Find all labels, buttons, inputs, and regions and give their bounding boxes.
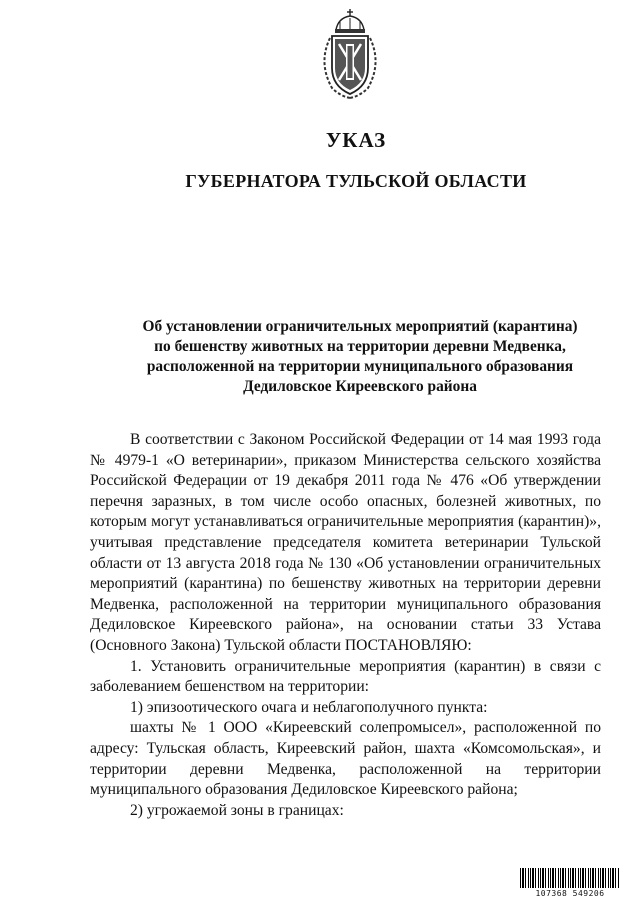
document-type-title: УКАЗ [325,128,387,152]
document-barcode [520,868,620,898]
barcode-number: 107368 549206 [535,889,605,898]
subject-line: Об установлении ограничительных мероприятий (карантина) [142,318,578,335]
clause-1-1-text: шахты № 1 ООО «Киреевский солепромысел», расположенной по адресу: Тульская область, Киреевский район, шахта «Комсомольская», и территории деревни Медвенка, расположенной на территории муниципального образования Дедиловское Киреевского района; [90,719,601,799]
subject-line: расположенной на территории муниципального образования [146,358,574,375]
preamble-paragraph: В соответствии с Законом Российской Федерации от 14 мая 1993 года № 4979-1 «О ветеринарии», приказом Министерства сельского хозяйства Российской Федерации от 19 декабря 2011 года № 476 «Об утверждении перечня заразных, в том числе особо опасных, болезней животных, по которым могут устанавливаться ограничительные мероприятия (карантин)», учитывая представление председателя комитета ветеринарии Тульской области от 13 августа 2018 года № 130 «Об установлении ограничительных мероприятий (карантина) по бешенству животных на территории деревни Медвенка, расположенной на территории муниципального образования Дедиловское Киреевского района», на основании статьи 33 Устава (Основного Закона) Тульской области ПОСТАНОВЛЯЮ: [90,431,601,654]
clause-1-1: 1) эпизоотического очага и неблагополучного пункта: [130,698,488,716]
decree-body [90,430,601,821]
barcode-icon [520,868,620,888]
subject-line: по бешенству животных на территории деревни Медвенка, [154,338,566,355]
document-issuer-title: ГУБЕРНАТОРА ТУЛЬСКОЙ ОБЛАСТИ [185,171,527,191]
subject-line: Дедиловское Киреевского района [243,378,477,395]
decree-subject [90,317,630,397]
clause-1: 1. Установить ограничительные мероприятия (карантин) в связи с заболеванием бешенством на территории: [90,657,601,696]
clause-1-2: 2) угрожаемой зоны в границах: [130,801,344,819]
coat-of-arms-icon [310,8,390,100]
